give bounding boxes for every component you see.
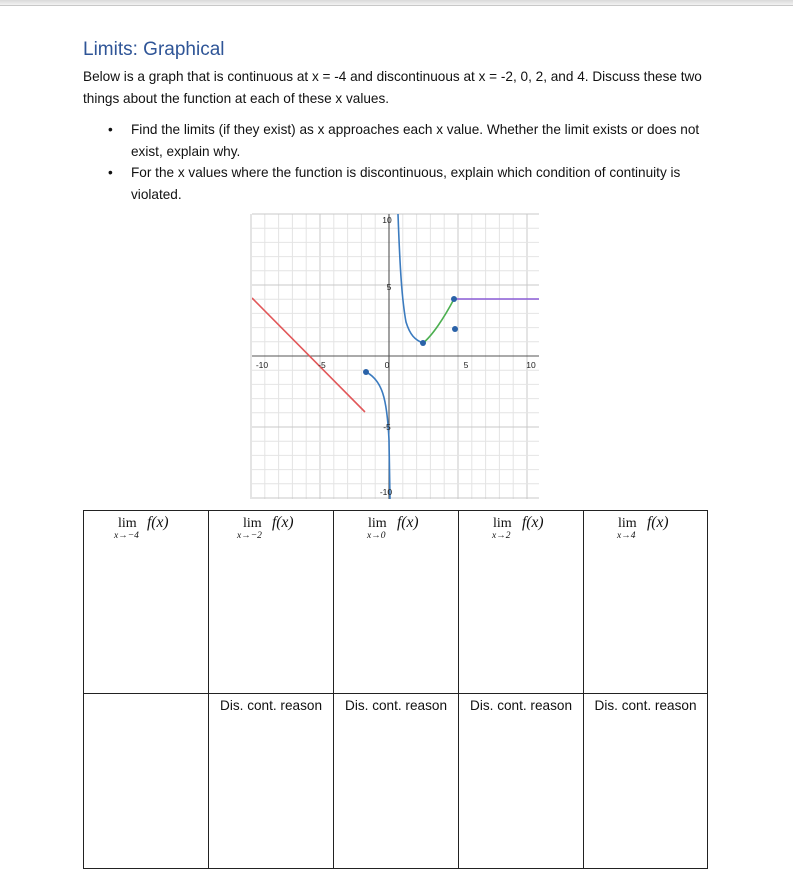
intro-paragraph: Below is a graph that is continuous at x = -4 and discontinuous at x = -2, 0, 2, and 4. Discuss these two things about the function at each of these x values. xyxy=(83,69,702,106)
function-label: f(x) xyxy=(397,514,419,531)
lim-word: lim xyxy=(493,516,512,531)
limit-expression xyxy=(334,511,458,551)
lim-word: lim xyxy=(243,516,262,531)
limit-subscript: x→0 xyxy=(367,531,386,541)
x-tick-label: -10 xyxy=(255,360,269,370)
reason-cell-0[interactable] xyxy=(334,694,459,869)
graph-gridlines xyxy=(251,214,539,499)
function-label: f(x) xyxy=(147,514,169,531)
bullet-icon: • xyxy=(108,122,113,137)
bullet-text: Find the limits (if they exist) as x approaches each x value. Whether the limit exists or does not exist, explain why. xyxy=(131,122,700,159)
point-marker xyxy=(451,296,457,302)
blue-right-branch xyxy=(398,214,423,343)
limit-cell-0[interactable] xyxy=(334,511,459,694)
table-row xyxy=(84,511,708,694)
limit-subscript: x→4 xyxy=(617,531,636,541)
limit-cell-4[interactable] xyxy=(584,511,708,694)
reason-label: Dis. cont. reason xyxy=(220,698,322,713)
x-tick-label: 5 xyxy=(463,360,469,370)
bullet-text: For the x values where the function is discontinuous, explain which condition of continuity is violated. xyxy=(131,165,681,202)
green-curve-segment xyxy=(423,299,454,343)
point-marker xyxy=(452,326,458,332)
blue-left-branch xyxy=(366,372,390,499)
bullet-icon: • xyxy=(108,165,113,180)
empty-cell[interactable] xyxy=(84,694,209,869)
reason-cell-4[interactable] xyxy=(584,694,708,869)
answer-table xyxy=(83,510,708,869)
lim-word: lim xyxy=(118,516,137,531)
y-tick-label: 5 xyxy=(386,282,392,292)
reason-label: Dis. cont. reason xyxy=(345,698,447,713)
reason-cell-neg2[interactable] xyxy=(209,694,334,869)
x-tick-label: 10 xyxy=(526,360,536,370)
point-marker xyxy=(363,369,369,375)
y-tick-label: -10 xyxy=(379,487,393,497)
function-label: f(x) xyxy=(272,514,294,531)
y-tick-label: -5 xyxy=(383,422,391,432)
y-tick-label: 10 xyxy=(382,215,392,225)
limit-expression xyxy=(209,511,333,551)
limit-subscript: x→2 xyxy=(492,531,511,541)
reason-label: Dis. cont. reason xyxy=(594,698,697,713)
reason-label: Dis. cont. reason xyxy=(470,698,572,713)
limit-cell-neg4[interactable] xyxy=(84,511,209,694)
limit-expression xyxy=(584,511,707,551)
limit-subscript: x→−2 xyxy=(237,531,262,541)
reason-cell-2[interactable] xyxy=(459,694,584,869)
x-tick-label: -5 xyxy=(318,360,326,370)
page-title: Limits: Graphical xyxy=(83,39,225,60)
limit-cell-2[interactable] xyxy=(459,511,584,694)
lim-word: lim xyxy=(618,516,637,531)
limit-expression xyxy=(84,511,208,551)
function-label: f(x) xyxy=(522,514,544,531)
point-marker xyxy=(420,340,426,346)
function-label: f(x) xyxy=(647,514,669,531)
lim-word: lim xyxy=(368,516,387,531)
x-tick-label: 0 xyxy=(384,360,390,370)
limit-subscript: x→−4 xyxy=(114,531,139,541)
limit-expression xyxy=(459,511,583,551)
table-row xyxy=(84,694,708,869)
limit-cell-neg2[interactable] xyxy=(209,511,334,694)
